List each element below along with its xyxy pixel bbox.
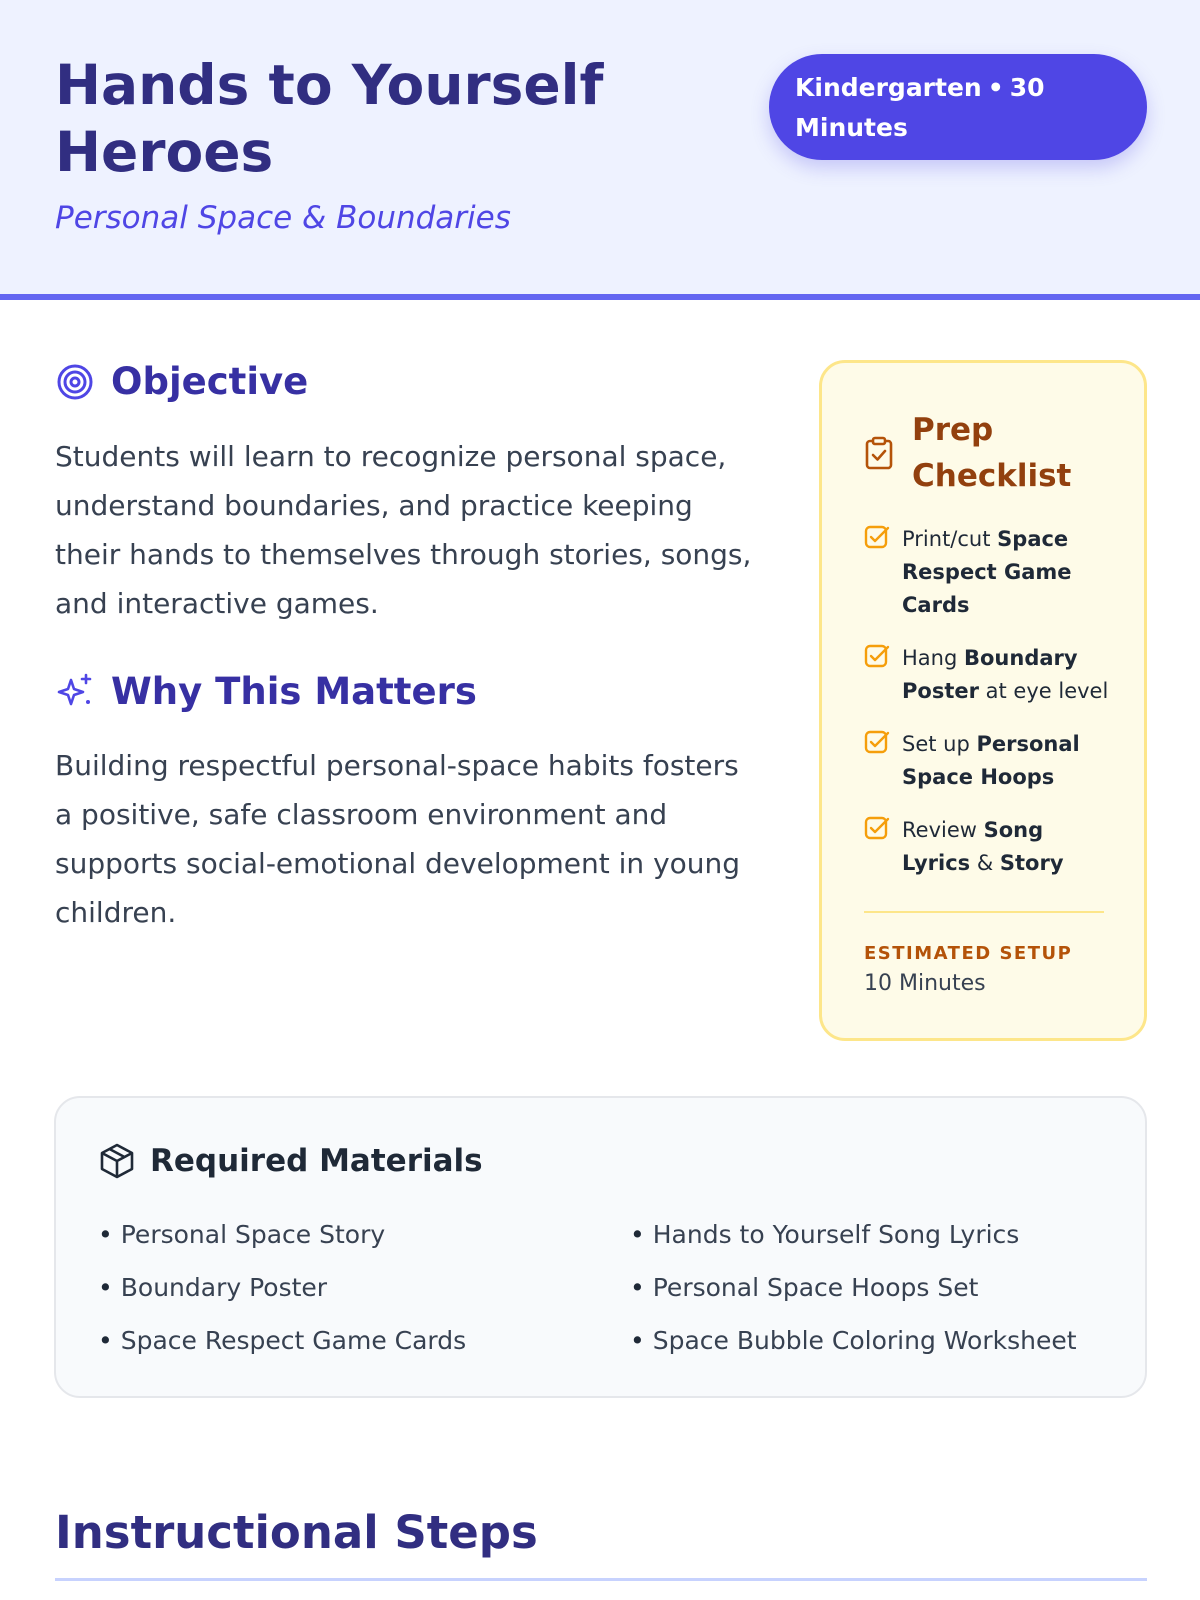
- prep-item-text: Review Song Lyrics & Story: [902, 818, 1064, 875]
- badge-separator: •: [987, 73, 1004, 102]
- objective-heading: [55, 360, 308, 403]
- clipboard-check-icon: [864, 436, 894, 470]
- package-icon: [98, 1142, 136, 1180]
- material-item: • Hands to Yourself Song Lyrics: [630, 1208, 1077, 1261]
- materials-heading-label: Required Materials: [150, 1143, 483, 1179]
- why-heading: [55, 670, 477, 713]
- checkbox-checked-icon[interactable]: [864, 730, 890, 756]
- material-item: • Personal Space Hoops Set: [630, 1261, 1077, 1314]
- estimated-setup-label: ESTIMATED SETUP: [864, 943, 1073, 964]
- objective-text: Students will learn to recognize personal space, understand boundaries, and practice keeping their hands to themselves through stories, songs, and interactive games.: [55, 440, 752, 620]
- estimated-setup-value: 10 Minutes: [864, 971, 986, 996]
- steps-divider: [55, 1578, 1147, 1581]
- grade-label: Kindergarten: [795, 73, 982, 102]
- prep-item-text: Hang Boundary Poster at eye level: [902, 646, 1109, 703]
- prep-item: [864, 814, 1114, 880]
- materials-list-right: [630, 1208, 1077, 1367]
- prep-item: [864, 523, 1114, 622]
- materials-list-left: [98, 1208, 466, 1367]
- prep-divider: [864, 911, 1104, 913]
- prep-checklist-card: [819, 360, 1147, 1041]
- lesson-title: Hands to Yourself Heroes: [55, 53, 604, 184]
- prep-title: Prep Checklist: [912, 412, 1072, 494]
- grade-duration-badge: [769, 54, 1147, 160]
- lesson-subtitle: Personal Space & Boundaries: [55, 200, 511, 236]
- material-item: • Boundary Poster: [98, 1261, 466, 1314]
- target-icon: [55, 362, 95, 402]
- checkbox-checked-icon[interactable]: [864, 525, 890, 551]
- prep-item: [864, 642, 1114, 708]
- prep-list: [864, 523, 1114, 900]
- materials-heading: [98, 1142, 483, 1180]
- duration-label: 30 Minutes: [795, 73, 1045, 142]
- why-heading-label: Why This Matters: [111, 670, 477, 713]
- material-item: • Personal Space Story: [98, 1208, 466, 1261]
- prep-item-text: Set up Personal Space Hoops: [902, 732, 1080, 789]
- why-text: Building respectful personal-space habits fosters a positive, safe classroom environment and supports social-emotional development in young children.: [55, 749, 741, 929]
- material-item: • Space Respect Game Cards: [98, 1314, 466, 1367]
- sparkles-icon: [55, 672, 95, 712]
- lesson-header: [0, 0, 1200, 300]
- prep-heading: [864, 407, 1112, 499]
- checkbox-checked-icon[interactable]: [864, 644, 890, 670]
- material-item: • Space Bubble Coloring Worksheet: [630, 1314, 1077, 1367]
- instructional-steps-heading: Instructional Steps: [55, 1506, 538, 1559]
- objective-heading-label: Objective: [111, 360, 309, 403]
- materials-box: [54, 1096, 1147, 1398]
- prep-item: [864, 728, 1114, 794]
- checkbox-checked-icon[interactable]: [864, 816, 890, 842]
- prep-item-text: Print/cut Space Respect Game Cards: [902, 527, 1072, 617]
